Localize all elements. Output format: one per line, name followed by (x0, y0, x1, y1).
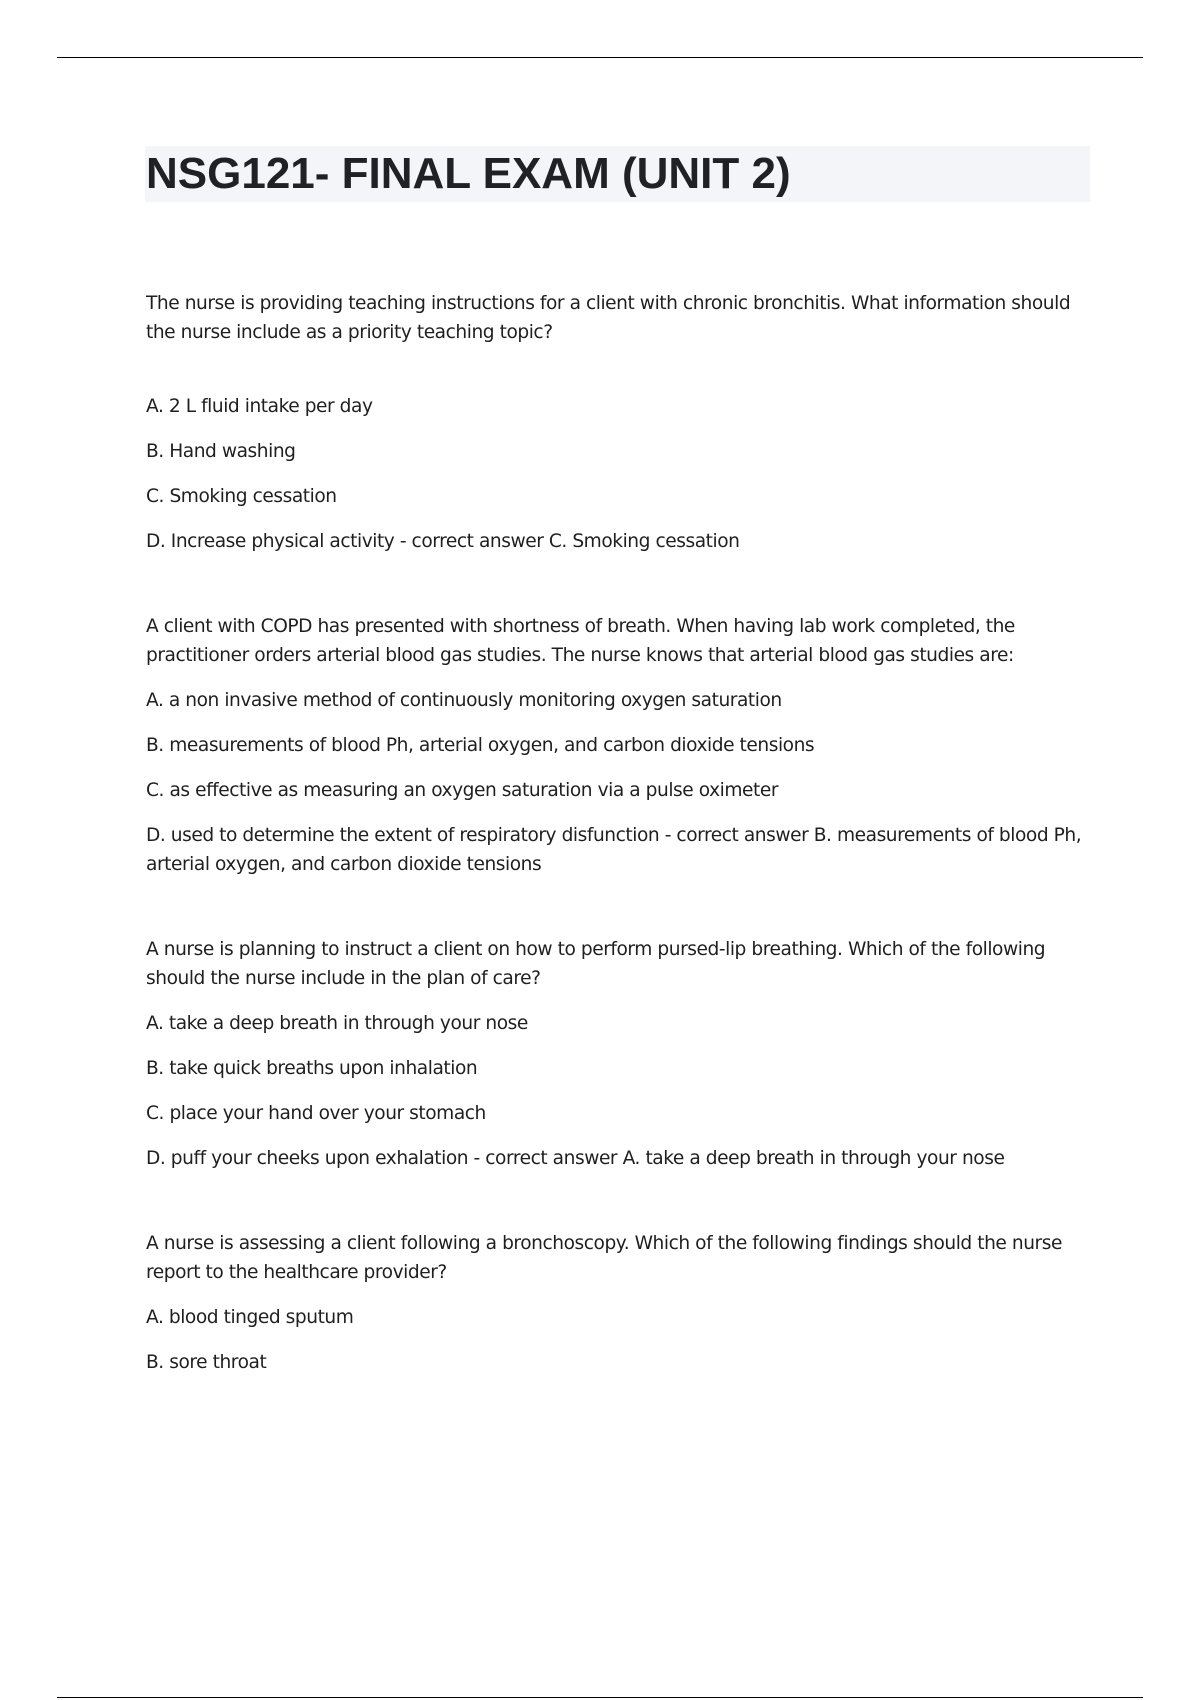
question-block-4 (146, 1229, 1096, 1377)
bottom-rule (57, 1697, 1143, 1698)
question-block-2 (146, 612, 1096, 879)
answer-option-d: D. used to determine the extent of respiratory disfunction - correct answer B. measurements of blood Ph, arterial oxygen, and carbon dioxide tensions (146, 825, 1082, 875)
answer-options (146, 1303, 1096, 1377)
question-list (146, 289, 1096, 1377)
answer-option-b: B. Hand washing (146, 441, 296, 462)
answer-option-d: D. puff your cheeks upon exhalation - correct answer A. take a deep breath in through your nose (146, 1148, 1005, 1169)
answer-option-b: B. sore throat (146, 1352, 267, 1373)
answer-options (146, 686, 1096, 879)
question-block-1 (146, 289, 1096, 556)
question-text: A nurse is assessing a client following a bronchoscopy. Which of the following findings should the nurse report to the healthcare provider? (146, 1233, 1062, 1283)
answer-option-a: A. take a deep breath in through your nose (146, 1013, 528, 1034)
question-text: A client with COPD has presented with shortness of breath. When having lab work completed, the practitioner orders arterial blood gas studies. The nurse knows that arterial blood gas studies are: (146, 616, 1015, 666)
answer-option-b: B. take quick breaths upon inhalation (146, 1058, 478, 1079)
question-block-3 (146, 935, 1096, 1173)
answer-option-a: A. a non invasive method of continuously monitoring oxygen saturation (146, 690, 782, 711)
answer-options (146, 392, 1096, 556)
answer-option-a: A. blood tinged sputum (146, 1307, 354, 1328)
answer-option-c: C. place your hand over your stomach (146, 1103, 486, 1124)
answer-option-c: C. Smoking cessation (146, 486, 337, 507)
top-rule (57, 57, 1143, 58)
question-text: A nurse is planning to instruct a client on how to perform pursed-lip breathing. Which of the following should the nurse include in the plan of care? (146, 939, 1046, 989)
answer-option-d: D. Increase physical activity - correct answer C. Smoking cessation (146, 531, 740, 552)
answer-option-a: A. 2 L fluid intake per day (146, 396, 373, 417)
question-text: The nurse is providing teaching instructions for a client with chronic bronchitis. What information should the nurse include as a priority teaching topic? (146, 293, 1071, 343)
answer-option-b: B. measurements of blood Ph, arterial oxygen, and carbon dioxide tensions (146, 735, 815, 756)
page-title: NSG121- FINAL EXAM (UNIT 2) (146, 149, 791, 198)
answer-options (146, 1009, 1096, 1173)
answer-option-c: C. as effective as measuring an oxygen saturation via a pulse oximeter (146, 780, 779, 801)
